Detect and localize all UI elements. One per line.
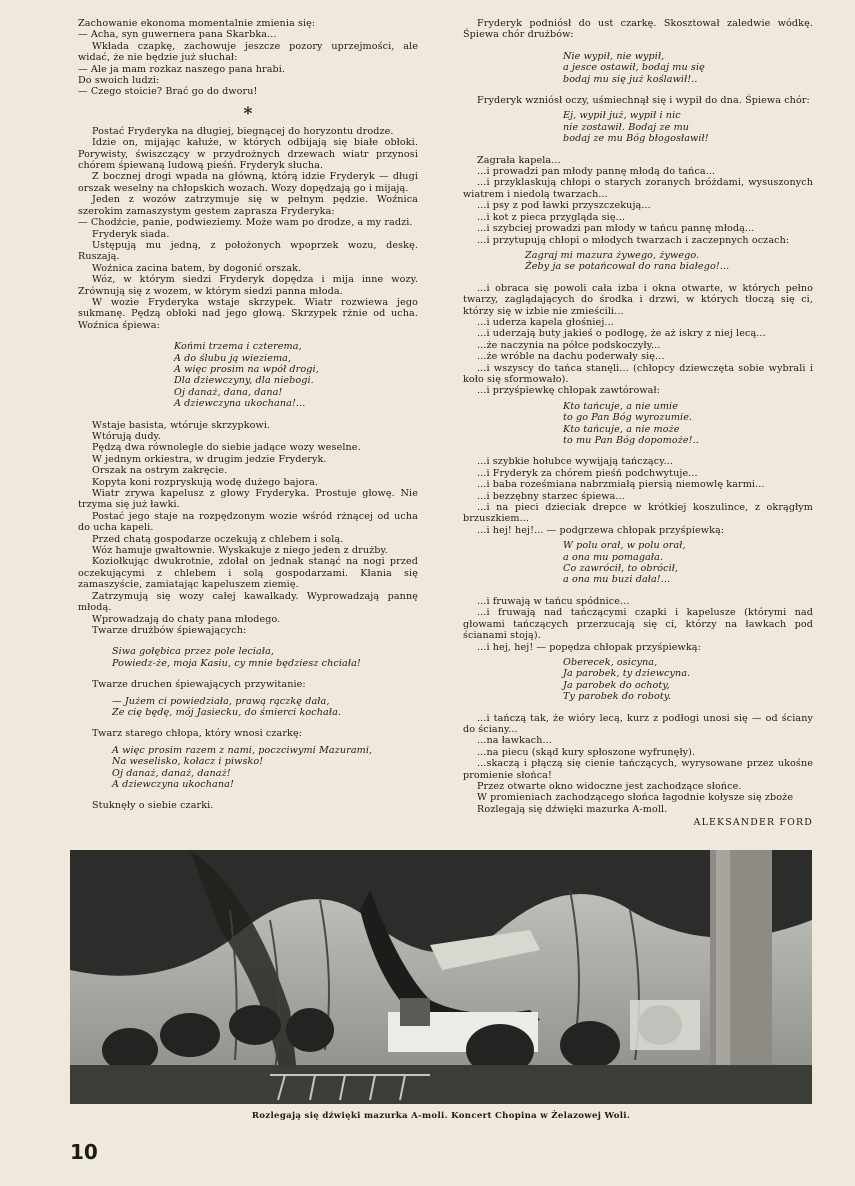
verse-line: Ty parobek do roboty.: [563, 691, 672, 703]
paragraph: ...na piecu (skąd kury spłoszone wyfrunęły).: [477, 746, 696, 758]
paragraph: Koziołkując dwukrotnie, zdołał on jednak stanąć na nogi przed oczekującymi z chlebem i solą gospodarzami. Kłania się zamaszyście, zamiatając kapeluszem ziemię.: [78, 556, 418, 591]
verse-line: Siwa gołębica przez pole leciała,: [112, 646, 275, 658]
song-verse: [463, 657, 813, 703]
author-byline: ALEKSANDER FORD: [693, 817, 813, 829]
paragraph: ...że naczynia na półce podskoczyły...: [477, 339, 661, 351]
paragraph: ...i psy z pod ławki przyszczekują...: [477, 200, 651, 212]
verse-line: Żeby ja se potańcował do rana białego!...: [525, 261, 730, 273]
paragraph: Pędzą dwa równolegle do siebie jadące wozy weselne.: [92, 442, 361, 454]
paragraph: W promieniach zachodzącego słońca łagodnie kołysze się zboże: [477, 792, 794, 804]
paragraph: — Ale ja mam rozkaz naszego pana hrabi.: [78, 63, 286, 75]
paragraph: Wkłada czapkę, zachowuje jeszcze pozory uprzejmości, ale widać, że nie będzie już słuchał:: [78, 40, 418, 64]
section-separator: *: [243, 103, 253, 124]
paragraph: ...i obraca się powoli cała izba i okna otwarte, w których pełno twarzy, zaglądających do środka i drzwi, w których tłoczą się ci, którzy się w izbie nie zmieścili...: [463, 282, 813, 317]
paragraph: Stuknęły o siebie czarki.: [92, 800, 214, 812]
paragraph: ...i na pieci dzieciak drepce w krótkiej koszulince, z okrągłym brzuszkiem...: [463, 502, 813, 525]
paragraph: W jednym orkiestra, w drugim jedzie Fryderyk.: [92, 453, 327, 465]
paragraph: Zatrzymują się wozy całej kawalkady. Wyprowadzają pannę młodą.: [78, 590, 418, 614]
verse-line: a ona mu pomagała.: [563, 551, 664, 563]
paragraph: — Czego stoicie? Brać go do dworu!: [78, 86, 258, 98]
paragraph: Do swoich ludzi:: [78, 75, 160, 87]
song-verse: [78, 646, 418, 669]
paragraph: Idzie on, mijając kałuże, w których odbijają się białe obłoki. Porywisty, świszczący w przydrożnych drzewach wiatr przynosi chórem śpiewaną ludową pieśń. Fryderyk słucha.: [78, 137, 418, 172]
verse-line: to go Pan Bóg wyrozumie.: [563, 412, 693, 424]
verse-line: Nie wypił, nie wypił,: [563, 50, 665, 62]
verse-line: A więc prosim razem z nami, poczciwymi Mazurami,: [112, 744, 373, 756]
concert-photo: [70, 850, 812, 1104]
left-column: [78, 18, 418, 812]
song-verse: [463, 51, 813, 85]
verse-line: Dla dziewczyny, dla niebogi.: [174, 375, 314, 387]
verse-line: A dziewczyna ukochana!...: [174, 398, 306, 410]
paragraph: Wtórują dudy.: [92, 431, 161, 442]
paragraph: W wozie Fryderyka wstaje skrzypek. Wiatr rozwiewa jego sukmanę. Pędzą obłoki nad jego głową. Skrzypek rżnie od ucha. Woźnica śpiewa:: [78, 296, 418, 331]
verse-line: A dziewczyna ukochana!: [112, 778, 234, 790]
paragraph: — Acha, syn guwernera pana Skarbka...: [78, 29, 277, 41]
paragraph: ...i uderzają buty jakieś o podłogę, że aż iskry z niej lecą...: [477, 328, 766, 340]
paragraph: Twarz starego chłopa, który wnosi czarkę:: [92, 728, 303, 740]
paragraph: Przed chatą gospodarze oczekują z chlebem i solą.: [92, 533, 344, 545]
verse-line: nie zostawił. Bodaj ze mu: [563, 121, 690, 133]
verse-line: Ej, wypił już, wypił i nic: [563, 110, 681, 122]
paragraph: Zagrała kapela...: [477, 154, 561, 166]
paragraph: ...i hej! hej!... — podgrzewa chłopak przyśpiewką:: [477, 524, 725, 536]
verse-line: Zagraj mi mazura żywego, żywego.: [525, 249, 700, 261]
paragraph: Fryderyk podniósł do ust czarkę. Skosztował zaledwie wódkę. Śpiewa chór drużbów:: [463, 18, 813, 41]
paragraph: — Chodźcie, panie, podwieziemy. Może wam po drodze, a my radzi.: [78, 217, 413, 229]
paragraph: ...i bezzębny starzec śpiewa...: [477, 490, 625, 502]
verse-line: bodaj mu się już koślawił!..: [563, 73, 698, 85]
photo-illustration: [70, 850, 812, 1104]
verse-line: Kto tańcuje, a nie umie: [563, 400, 678, 412]
song-verse: [463, 401, 813, 447]
verse-line: Oj danaż, danaż, danaż!: [112, 767, 231, 779]
verse-line: W polu orał, w polu orał,: [563, 540, 686, 552]
paragraph: ...i szybkie hołubce wywijają tańczący...: [477, 456, 673, 468]
paragraph: Kopyta koni rozpryskują wodę dużego bajora.: [92, 476, 319, 488]
verse-line: Powiedz-że, moja Kasiu, cy mnie będziesz chciała!: [112, 657, 361, 669]
song-verse: [463, 110, 813, 144]
paragraph: ...skaczą i płączą się cienie tańczących, wyrysowane przez ukośne promienie słońca!: [463, 758, 813, 781]
paragraph: ...i baba roześmiana nabrzmiałą piersią niemowlę karmi...: [477, 479, 765, 491]
paragraph: ...i tańczą tak, że wióry lecą, kurz z podłogi unosi się — od ściany do ściany...: [463, 712, 813, 735]
paragraph: ...że wróble na dachu poderwały się...: [477, 351, 665, 363]
paragraph: ...i kot z pieca przygląda się...: [477, 211, 626, 223]
paragraph: Wóz, w którym siedzi Fryderyk dopędza i mija inne wozy. Zrównują się z wozem, w którym siedzi panna młoda.: [78, 274, 418, 297]
verse-line: A do ślubu ją wieziema,: [174, 352, 292, 364]
paragraph: Twarze drużbów śpiewających:: [92, 624, 247, 636]
song-verse: [78, 745, 418, 791]
verse-line: Oberecek, osicyna,: [563, 656, 658, 668]
verse-line: a jesce ostawił, bodaj mu się: [563, 62, 705, 74]
verse-line: Ja parobek, ty dziewcyna.: [563, 668, 691, 680]
verse-line: A więc prosim na wpół drogi,: [174, 363, 319, 375]
verse-line: Ze cię będę, mój Jasiecku, do śmierci kochała.: [112, 706, 342, 718]
paragraph: ...i szybciej prowadzi pan młody w tańcu pannę młodą...: [477, 223, 755, 235]
paragraph: Wiatr zrywa kapelusz z głowy Fryderyka. Prostuje głowę. Nie trzyma się już ławki.: [78, 488, 418, 511]
paragraph: ...i hej, hej! — popędza chłopak przyśpiewką:: [477, 641, 701, 653]
right-column: [463, 18, 813, 829]
paragraph: Postać jego staje na rozpędzonym wozie wśród rżnącej od ucha do ucha kapeli.: [78, 510, 418, 534]
paragraph: ...na ławkach...: [477, 735, 552, 747]
paragraph: ...i uderza kapela głośniej...: [477, 316, 614, 328]
paragraph: Przez otwarte okno widoczne jest zachodzące słońce.: [477, 780, 742, 792]
paragraph: Jeden z wozów zatrzymuje się w pełnym pędzie. Woźnica szerokim zamaszystym gestem zaprasza Fryderyka:: [78, 194, 418, 217]
verse-line: Kto tańcuje, a nie może: [563, 423, 680, 435]
paragraph: Fryderyk siada.: [92, 228, 170, 240]
paragraph: Wstaje basista, wtóruje skrzypkowi.: [92, 419, 271, 431]
paragraph: Orszak na ostrym zakręcie.: [92, 465, 228, 477]
paragraph: ...i prowadzi pan młody pannę młodą do tańca...: [477, 166, 716, 178]
paragraph: ...i fruwają nad tańczącymi czapki i kapelusze (którymi nad głowami tańczących przerzucają się ci, którzy na ławkach pod ścianami stoją).: [463, 607, 813, 642]
song-verse: [463, 540, 813, 586]
paragraph: ...i przytupują chłopi o młodych twarzach i zaczepnych oczach:: [477, 234, 790, 246]
paragraph: Postać Fryderyka na długiej, biegnącej do horyzontu drodze.: [92, 125, 394, 137]
verse-line: Oj danaż, dana, dana!: [174, 386, 283, 398]
paragraph: ...i fruwają w tańcu spódnice...: [477, 595, 630, 607]
verse-line: Ja parobek do ochoty,: [563, 679, 670, 691]
paragraph: Rozlegają się dźwięki mazurka A-moll.: [477, 803, 668, 815]
paragraph: Z bocznej drogi wpada na główną, którą idzie Fryderyk — długi orszak weselny na chłopskich wozach. Wozy dopędzają go i mijają.: [78, 171, 418, 194]
paragraph: Zachowanie ekonoma momentalnie zmienia się:: [78, 18, 316, 29]
paragraph: ...i przyśpiewkę chłopak zawtórował:: [477, 385, 661, 397]
paragraph: ...i Fryderyk za chórem pieśń podchwytuje...: [477, 467, 698, 479]
paragraph: Twarze druchen śpiewających przywitanie:: [92, 679, 306, 691]
verse-line: Końmi trzema i czterema,: [174, 341, 302, 353]
song-verse: [463, 250, 813, 273]
paragraph: Fryderyk wzniósł oczy, uśmiechnął się i wypił do dna. Śpiewa chór:: [477, 95, 810, 107]
paragraph: ...i wszyscy do tańca stanęli... (chłopcy dziewczęta sobie wybrali i koło się sformowało).: [463, 362, 813, 385]
verse-line: a ona mu buzi dała!...: [563, 574, 671, 586]
verse-line: Co zawrócił, to obrócił,: [563, 563, 679, 575]
paragraph: Woźnica zacina batem, by dogonić orszak.: [92, 262, 302, 274]
verse-line: Na weselisko, kołacz i piwsko!: [112, 756, 264, 768]
page-number: 10: [70, 1140, 98, 1164]
song-verse: [78, 696, 418, 719]
paragraph: Wóz hamuje gwałtownie. Wyskakuje z niego jeden z drużby.: [92, 545, 388, 557]
verse-line: to mu Pan Bóg dopomoże!..: [563, 435, 699, 446]
verse-line: — Jużem ci powiedziała, prawą rączkę dała,: [112, 695, 330, 707]
photo-caption: Rozlegają się dźwięki mazurka A-moli. Koncert Chopina w Żelazowej Woli.: [251, 1111, 631, 1121]
paragraph: ...i przyklaskują chłopi o starych zoranych bróżdami, wysuszonych wiatrem i niedolą twarzach...: [463, 177, 813, 200]
paragraph: Wprowadzają do chaty pana młodego.: [92, 613, 281, 625]
paragraph: Ustępują mu jedną, z położonych wpoprzek wozu, deskę. Ruszają.: [78, 239, 418, 263]
verse-line: bodaj ze mu Bóg błogosławił!: [563, 133, 709, 145]
song-verse: [78, 341, 418, 409]
